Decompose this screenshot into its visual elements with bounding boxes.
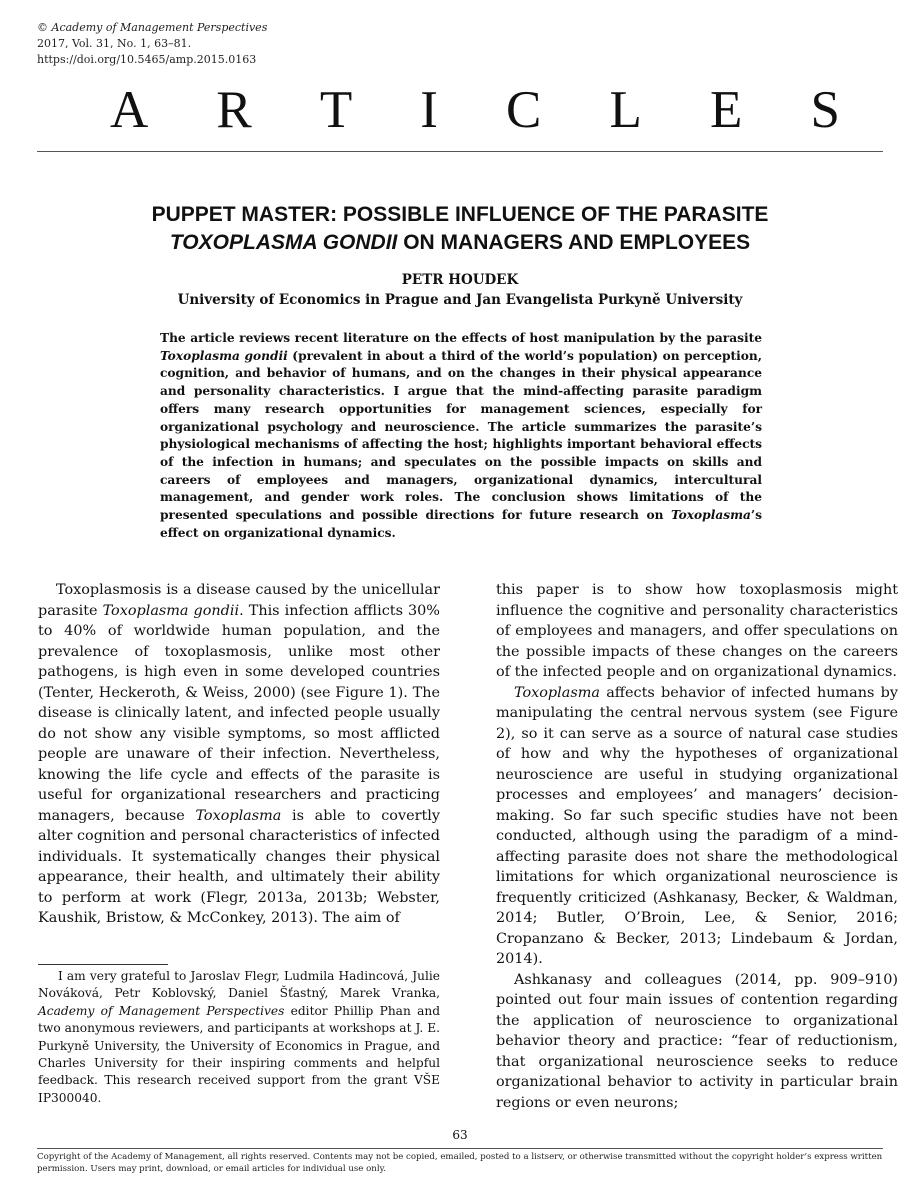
- section-letter: E: [709, 81, 743, 139]
- journal-header: [37, 20, 267, 68]
- title-line-2: [60, 229, 860, 257]
- header-divider: [37, 151, 883, 152]
- section-letter: C: [506, 81, 542, 139]
- body-paragraph: Ashkanasy and colleagues (2014, pp. 909–910) pointed out four main issues of contention regarding the application of neuroscience to organizational behavior theory and practice: “fear of reductionism, that organizational neuroscience seeks to reduce organizational behavior to activity in particular brain regions or even neurons;: [496, 971, 898, 1111]
- author-name: PETR HOUDEK: [401, 272, 519, 288]
- section-letter: L: [609, 81, 642, 139]
- body-paragraph: Toxoplasmosis is a disease caused by the unicellular parasite Toxoplasma gondii. This infection afflicts 30% to 40% of worldwide human population, and the prevalence of toxoplasmosis, unlike most other pathogens, is high even in some developed countries (Tenter, Heckeroth, & Weiss, 2000) (see Figure 1). The disease is clinically latent, and infected people usually do not show any visible symptoms, so most afflicted people are unaware of their infection. Nevertheless, knowing the life cycle and effects of the parasite is useful for organizational researchers and practicing managers, because Toxoplasma is able to covertly alter cognition and personal characteristics of infected individuals. It systematically changes their physical appearance, their health, and ultimately their ability to perform at work (Flegr, 2013a, 2013b; Webster, Kaushik, Bristow, & McConkey, 2013). The aim of: [38, 582, 440, 926]
- footer-divider: [37, 1148, 883, 1149]
- abstract: [160, 330, 762, 542]
- title-italic: TOXOPLASMA GONDII: [169, 231, 398, 254]
- page-number: 63: [452, 1128, 468, 1142]
- section-letter: R: [216, 81, 252, 139]
- copyright-notice: Copyright of the Academy of Management, all rights reserved. Contents may not be copied, emailed, posted to a listserv, or otherwise transmitted without the copyright holder’s express written permission. Users may print, download, or email articles for individual use only.: [37, 1152, 883, 1174]
- section-letter: S: [810, 81, 840, 139]
- journal-name: © Academy of Management Perspectives: [37, 21, 268, 34]
- body-paragraph: Toxoplasma affects behavior of infected humans by manipulating the central nervous system (see Figure 2), so it can serve as a source of natural case studies of how and why the hypotheses of organizational neuroscience are useful in studying organizational processes and employees’ and managers’ decision-making. So far such specific studies have not been conducted, although using the paradigm of a mind-affecting parasite does not share the methodological limitations for which organizational neuroscience is frequently criticized (Ashkanasy, Becker, & Waldman, 2014; Butler, O’Broin, Lee, & Senior, 2016; Cropanzano & Becker, 2013; Lindebaum & Jordan, 2014).: [496, 684, 898, 967]
- title-rest: ON MANAGERS AND EMPLOYEES: [397, 231, 751, 254]
- section-letter: A: [110, 81, 149, 139]
- footnote-divider: [38, 964, 168, 965]
- abstract-italic: Toxoplasma: [670, 508, 751, 523]
- author-affiliation: University of Economics in Prague and Jan Evangelista Purkyně University: [177, 292, 743, 308]
- section-letter: T: [319, 81, 353, 139]
- section-label: [110, 80, 840, 140]
- body-column-right: [496, 580, 898, 1113]
- footnote-text: I am very grateful to Jaroslav Flegr, Ludmila Hadincová, Julie Nováková, Petr Koblovský, Daniel Šťastný, Marek Vranka, Academy of Management Perspectives editor Phillip Phan and two anonymous reviewers, and participants at workshops at J. E. Purkyně University, the University of Economics in Prague, and Charles University for their inspiring comments and helpful feedback. This research received support from the grant VŠE IP300040.: [38, 969, 440, 1105]
- abstract-text: ’s effect on organizational dynamics.: [160, 508, 762, 540]
- abstract-text: The article reviews recent literature on the effects of host manipulation by the parasite: [160, 331, 762, 345]
- footnote: [38, 968, 440, 1107]
- title-line-1: PUPPET MASTER: POSSIBLE INFLUENCE OF THE PARASITE: [151, 203, 769, 226]
- doi-link[interactable]: https://doi.org/10.5465/amp.2015.0163: [37, 53, 257, 66]
- article-title: [60, 201, 860, 257]
- body-column-left: [38, 580, 440, 929]
- abstract-text: (prevalent in about a third of the world’s population) on perception, cognition, and behavior of humans, and on the changes in their physical appearance and personality characteristics. I argue that the mind-affecting parasite paradigm offers many research opportunities for management sciences, especially for organizational psychology and neuroscience. The article summarizes the parasite’s physiological mechanisms of affecting the host; highlights important behavioral effects of the infection in humans; and speculates on the possible impacts on skills and careers of employees and managers, organizational dynamics, intercultural management, and gender work roles. The conclusion shows limitations of the presented speculations and possible directions for future research on: [160, 348, 763, 523]
- author-block: [60, 270, 860, 310]
- issue-info: 2017, Vol. 31, No. 1, 63–81.: [37, 37, 192, 50]
- abstract-italic: Toxoplasma gondii: [160, 348, 288, 363]
- body-paragraph: this paper is to show how toxoplasmosis might influence the cognitive and personality characteristics of employees and managers, and offer speculations on the possible impacts of these changes on the careers of the infected people and on organizational dynamics.: [496, 582, 898, 680]
- section-letter: I: [420, 81, 438, 139]
